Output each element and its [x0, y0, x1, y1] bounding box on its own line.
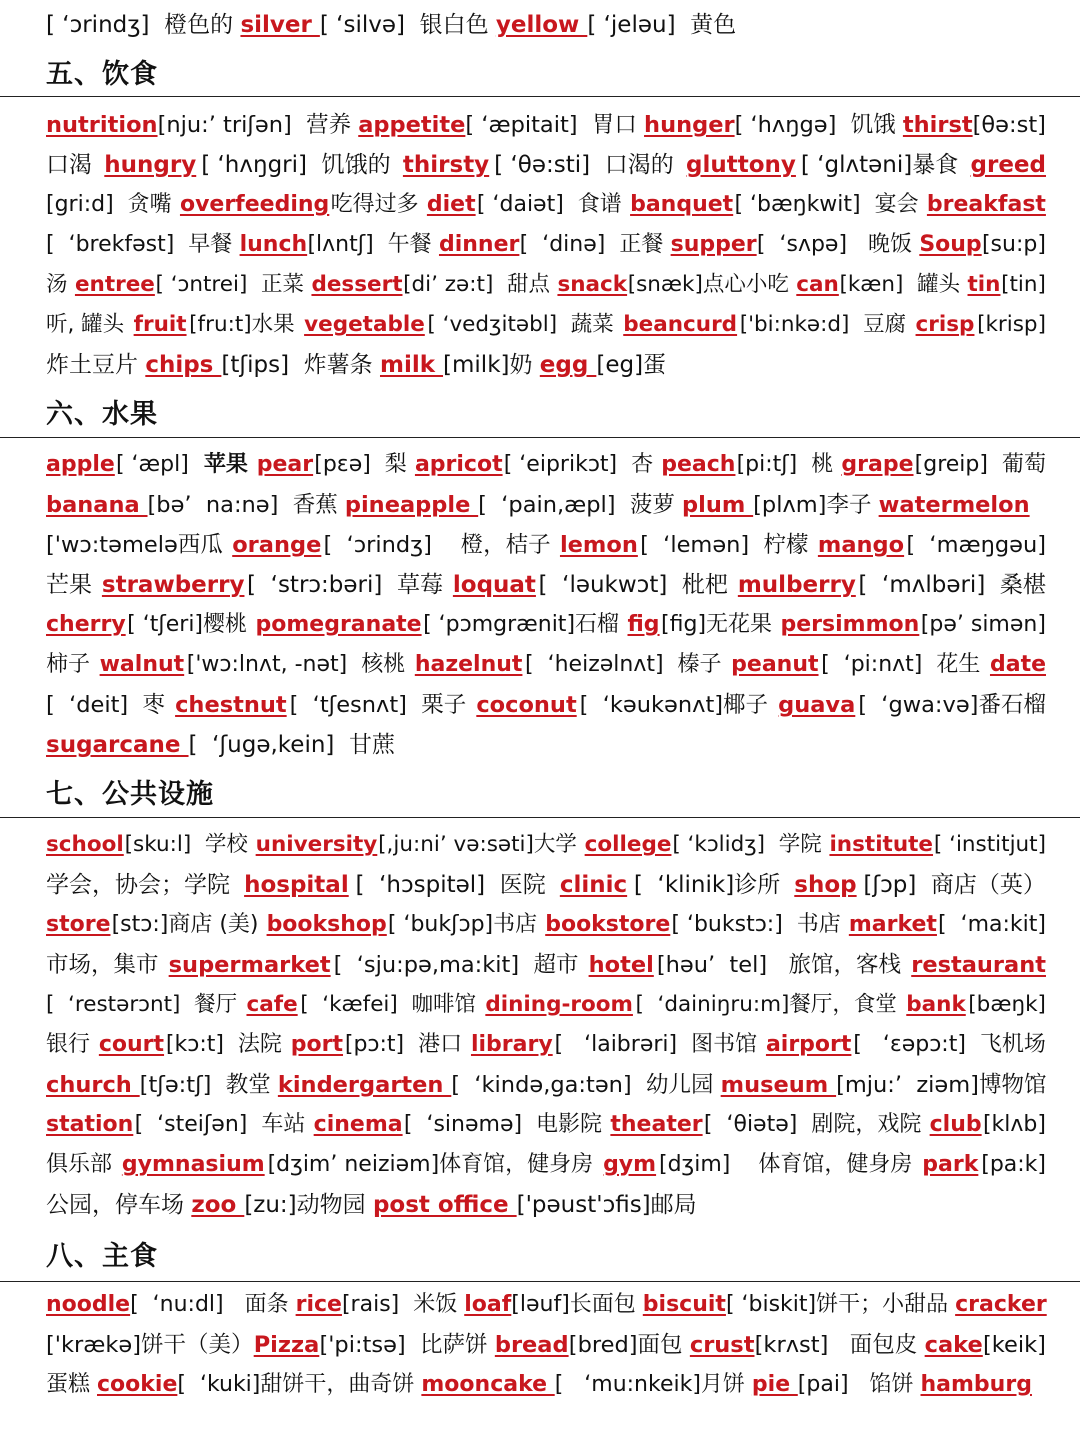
phonetic-translation: [ ‘sʌpə] 晚饭: [756, 232, 920, 257]
phonetic-translation: 吃得过多: [330, 192, 426, 217]
vocab-word: fruit: [133, 312, 187, 337]
vocab-word: market: [848, 912, 937, 937]
phonetic-translation: [ ‘kæfei] 咖啡馆: [300, 992, 483, 1017]
phonetic-translation: [kæn] 罐头: [839, 272, 967, 297]
phonetic-translation: [klʌb]: [982, 1112, 1046, 1137]
vocab-word: sugarcane: [46, 732, 189, 758]
text-line: [46, 905, 1046, 945]
phonetic-translation: 公园，停车场: [46, 1192, 192, 1218]
phonetic-translation: [ ‘dainiŋru:m]餐厅，食堂: [635, 992, 904, 1017]
vocab-word: walnut: [99, 652, 185, 677]
vocab-word: theater: [610, 1112, 703, 1137]
vocab-word: beancurd: [623, 312, 738, 337]
vocab-word: hotel: [588, 952, 654, 978]
vocab-word: airport: [765, 1032, 852, 1057]
vocab-word: peach: [661, 452, 736, 477]
phonetic-translation: [ ‘pain,æpl] 菠萝: [478, 492, 683, 518]
vocab-word: hungry: [104, 152, 197, 178]
phonetic-translation: [ ‘ɔrindʒ] 橙，桔子: [323, 532, 558, 558]
vocab-word: yellow: [495, 12, 588, 38]
vocab-word: chips: [145, 352, 222, 378]
text-line: [46, 985, 1046, 1025]
vocab-word: peanut: [731, 652, 819, 677]
vocab-word: post office: [372, 1192, 517, 1218]
phonetic-translation: 芒果: [46, 572, 100, 598]
section-heading: 五、饮食: [46, 59, 158, 90]
text-line: [46, 945, 1046, 985]
text-line: [46, 1105, 1046, 1145]
vocab-word: loaf: [464, 1292, 512, 1317]
phonetic-translation: [pai] 馅饼: [797, 1372, 921, 1397]
phonetic-translation: [plʌm]李子: [753, 492, 879, 518]
vocab-word: gymnasium: [121, 1152, 265, 1177]
phonetic-translation: [ ‘sju:pə,ma:kit] 超市: [333, 952, 586, 978]
vocab-word: hamburg: [920, 1372, 1032, 1397]
text-line: [46, 305, 1046, 345]
phonetic-translation: [ ‘dinə] 正餐: [519, 232, 671, 257]
vocab-word: museum: [720, 1072, 837, 1098]
phonetic-translation: 口渴: [46, 152, 100, 178]
vocab-word: dinner: [438, 232, 520, 257]
vocab-word: mooncake: [421, 1372, 555, 1397]
phonetic-translation: [krisp]: [977, 312, 1046, 337]
phonetic-translation: [həu’ tel] 旅馆，客栈: [656, 952, 909, 978]
phonetic-translation: [ ‘silvə] 银白色: [319, 12, 496, 38]
text-line: [46, 485, 1046, 525]
vocab-word: egg: [539, 352, 597, 378]
phonetic-translation: [ ‘glʌtəni]暴食: [800, 152, 966, 178]
text-line: [46, 145, 1046, 185]
vocab-word: shop: [794, 872, 857, 898]
phonetic-translation: [ ‘nu:dl] 面条: [130, 1292, 296, 1317]
vocab-word: persimmon: [780, 612, 920, 637]
phonetic-translation: [ ‘kuki]甜饼干，曲奇饼: [177, 1372, 422, 1397]
phonetic-translation: [di’ zə:t] 甜点: [403, 272, 557, 297]
vocab-word: store: [46, 912, 111, 937]
phonetic-translation: [ ‘kində,ga:tən] 幼儿园: [451, 1072, 721, 1098]
phonetic-translation: [fru:t]水果: [189, 312, 302, 337]
phonetic-translation: [ ‘ma:kit]: [938, 912, 1046, 937]
vocab-word: pear: [256, 452, 314, 477]
phonetic-translation: [pɔ:t] 港口: [344, 1032, 470, 1057]
phonetic-translation: [ ‘mæŋgəu]: [906, 532, 1046, 558]
phonetic-translation: [θə:st]: [972, 112, 1046, 138]
phonetic-translation: [ ‘vedʒitəbl] 蔬菜: [427, 312, 621, 337]
text-line: [46, 865, 1046, 905]
vocab-word: coconut: [476, 692, 577, 718]
phonetic-translation: [tʃə:tʃ] 教堂: [139, 1072, 278, 1098]
vocab-word: silver: [240, 12, 320, 38]
text-line: [46, 1185, 1046, 1225]
text-line: [46, 445, 1046, 485]
phonetic-translation: [eg]蛋: [596, 352, 667, 378]
vocab-word: supper: [670, 232, 757, 257]
vocab-word: noodle: [46, 1292, 131, 1317]
vocab-word: strawberry: [101, 572, 245, 598]
phonetic-translation: [ ‘æpitait] 胃口: [465, 112, 645, 138]
vocab-word: dessert: [311, 272, 403, 297]
phonetic-translation: [ ‘θə:sti] 口渴的: [494, 152, 682, 178]
phonetic-translation: [ ‘ləukwɔt] 枇杷: [538, 572, 736, 598]
vocab-word: crust: [689, 1332, 755, 1358]
phonetic-translation: 俱乐部: [46, 1152, 119, 1177]
vocab-word: apple: [46, 452, 115, 477]
phonetic-translation: [bə’ na:nə] 香蕉: [147, 492, 345, 518]
phonetic-translation: [ ‘institjut]: [933, 832, 1046, 857]
phonetic-translation: ['wɔ:təmelə西瓜: [46, 532, 230, 558]
text-line: [46, 185, 1046, 225]
phonetic-translation: [nju:’ triʃən] 营养: [157, 112, 359, 138]
phonetic-translation: [ ‘deit] 枣: [46, 692, 173, 718]
vocab-word: thirst: [902, 112, 973, 138]
section-heading: 七、公共设施: [46, 779, 214, 810]
vocab-word: zoo: [191, 1192, 245, 1218]
text-line: [46, 1025, 1046, 1065]
phonetic-translation: [tin]: [1001, 272, 1046, 297]
vocab-word: apricot: [414, 452, 503, 477]
vocab-word: club: [929, 1112, 982, 1137]
phonetic-translation: [pi:tʃ] 桃: [736, 452, 841, 477]
vocab-word: breakfast: [926, 192, 1046, 217]
text-line: [46, 225, 1046, 265]
text-line: [46, 1145, 1046, 1185]
vocab-word: port: [290, 1032, 344, 1057]
text-line: [46, 685, 1046, 725]
phonetic-translation: ['krækə]饼干（美）: [46, 1332, 254, 1358]
phonetic-translation: [ ‘pɔmgrænit]石榴: [423, 612, 627, 637]
section-divider: [0, 96, 1080, 97]
vocab-word: guava: [778, 692, 856, 718]
section-divider: [0, 1281, 1080, 1282]
vocab-word: college: [584, 832, 672, 857]
phonetic-translation: [rais] 米饭: [341, 1292, 465, 1317]
vocab-word: loquat: [452, 572, 536, 598]
section-divider: [0, 817, 1080, 818]
vocab-word: appetite: [358, 112, 466, 138]
phonetic-translation: [ ‘lemən] 柠檬: [640, 532, 816, 558]
phonetic-translation: 炸土豆片: [46, 352, 146, 378]
phonetic-translation: [ ‘ɛəpɔ:t] 飞机场: [853, 1032, 1046, 1057]
phonetic-translation: [ʃɔp] 商店（英）: [863, 872, 1046, 898]
text-line: [46, 605, 1046, 645]
vocab-word: Soup: [919, 232, 982, 257]
phonetic-translation: [ləuf]长面包: [511, 1292, 643, 1317]
phonetic-translation: [ ‘kɔlidʒ] 学院: [672, 832, 829, 857]
phonetic-translation: [greip] 葡萄: [914, 452, 1046, 477]
text-line: [46, 1325, 1046, 1365]
phonetic-translation: [bred]面包: [568, 1332, 690, 1358]
section-divider: [0, 437, 1080, 438]
phonetic-translation: [bæŋk]: [968, 992, 1046, 1017]
phonetic-translation: [,ju:ni’ və:səti]大学: [378, 832, 584, 857]
phonetic-translation: [zu:]动物园: [244, 1192, 373, 1218]
vocab-word: plum: [682, 492, 754, 518]
vocab-word: university: [255, 832, 378, 857]
vocab-word: cafe: [246, 992, 298, 1017]
text-line: [46, 565, 1046, 605]
phonetic-translation: [ ‘bæŋkwit] 宴会: [734, 192, 926, 217]
phonetic-translation: [krʌst] 面包皮: [754, 1332, 925, 1358]
phonetic-translation: [kɔ:t] 法院: [165, 1032, 289, 1057]
phonetic-translation: [ ‘θiətə] 剧院，戏院: [703, 1112, 929, 1137]
phonetic-translation: [dʒim’ neiziəm]体育馆，健身房: [267, 1152, 601, 1177]
vocab-word: library: [470, 1032, 553, 1057]
phonetic-translation: [ ‘brekfəst] 早餐: [46, 232, 240, 257]
vocab-word: pineapple: [344, 492, 479, 518]
phonetic-translation: [ ‘sinəmə] 电影院: [403, 1112, 610, 1137]
vocab-word: biscuit: [642, 1292, 726, 1317]
phonetic-translation: [ ‘klinik]诊所: [633, 872, 788, 898]
phonetic-translation: [ ‘gwa:və]番石榴: [858, 692, 1046, 718]
phonetic-translation: [ ‘tʃesnʌt] 栗子: [289, 692, 474, 718]
vocab-word: school: [46, 832, 124, 857]
phonetic-translation: [ ‘laibrəri] 图书馆: [554, 1032, 765, 1057]
phonetic-translation: [pa:k]: [981, 1152, 1046, 1177]
vocab-word: hospital: [244, 872, 349, 898]
phonetic-translation: 市场，集市: [46, 952, 166, 978]
phonetic-translation: [ ‘daiət] 食谱: [476, 192, 629, 217]
vocab-word: vegetable: [304, 312, 425, 337]
vocab-word: mango: [817, 532, 905, 558]
phonetic-translation: [milk]奶: [443, 352, 540, 378]
phonetic-translation: [ ‘bukʃɔp]书店: [387, 912, 545, 937]
vocab-word: fig: [627, 612, 660, 637]
phonetic-translation: [lʌntʃ] 午餐: [307, 232, 439, 257]
phonetic-translation: [keik]: [982, 1332, 1046, 1358]
vocab-word: clinic: [559, 872, 628, 898]
vocab-word: kindergarten: [277, 1072, 452, 1098]
vocab-word: nutrition: [46, 112, 158, 138]
vocab-word: crisp: [915, 312, 975, 337]
vocab-word: church: [46, 1072, 140, 1098]
phonetic-translation: [stɔ:]商店 (美): [111, 912, 266, 937]
phonetic-translation: [ ‘mu:nkeik]月饼: [554, 1372, 752, 1397]
phonetic-translation: [mju:’ ziəm]博物馆: [836, 1072, 1047, 1098]
phonetic-translation: [ ‘heizəlnʌt] 榛子: [525, 652, 729, 677]
text-line: [46, 1365, 1046, 1405]
phonetic-translation: [ ‘restərɔnt] 餐厅: [46, 992, 244, 1017]
vocab-word: hunger: [644, 112, 735, 138]
phonetic-translation: [fig]无花果: [661, 612, 780, 637]
vocab-word: pomegranate: [255, 612, 422, 637]
vocab-word: chestnut: [175, 692, 287, 718]
vocab-word: cinema: [313, 1112, 403, 1137]
vocab-word: mulberry: [737, 572, 856, 598]
vocab-word: court: [98, 1032, 165, 1057]
vocab-word: cherry: [46, 612, 126, 637]
phonetic-translation: [ ‘pi:nʌt] 花生: [821, 652, 988, 677]
vocab-word: date: [989, 652, 1046, 677]
phonetic-translation: [ ‘æpl]: [115, 452, 203, 477]
vocab-word: milk: [379, 352, 444, 378]
text-line: [46, 265, 1046, 305]
phonetic-translation: 学会，协会；学院: [46, 872, 238, 898]
phonetic-translation: ['bi:nkə:d] 豆腐: [739, 312, 913, 337]
vocab-word: greed: [970, 152, 1046, 178]
phonetic-translation: [snæk]点心小吃: [627, 272, 796, 297]
phonetic-translation: [su:p]: [981, 232, 1046, 257]
phonetic-translation: [ ‘tʃeri]樱桃: [127, 612, 255, 637]
vocab-word: pie: [751, 1372, 798, 1397]
vocab-word: rice: [295, 1292, 342, 1317]
phonetic-translation: [tʃips] 炸薯条: [221, 352, 380, 378]
vocab-word: gym: [603, 1152, 657, 1177]
vocab-word: overfeeding: [179, 192, 330, 217]
phonetic-translation: 柿子: [46, 652, 97, 677]
phonetic-translation: [ ‘hʌŋgri] 饥饿的: [201, 152, 398, 178]
vocab-word: bread: [494, 1332, 569, 1358]
text-line: [46, 105, 1046, 145]
phonetic-translation: [ ‘biskit]饼干；小甜品: [725, 1292, 956, 1317]
vocab-word: grape: [841, 452, 914, 477]
vocab-word: hazelnut: [414, 652, 523, 677]
vocab-word: snack: [557, 272, 628, 297]
phonetic-translation: [ ‘kəukənʌt]椰子: [579, 692, 776, 718]
phonetic-translation: ['wɔ:lnʌt, -nət] 核桃: [186, 652, 413, 677]
vocab-word: cake: [924, 1332, 983, 1358]
phonetic-translation: ['pi:tsə] 比萨饼: [319, 1332, 495, 1358]
vocab-word: entree: [74, 272, 155, 297]
vocab-word: bookshop: [266, 912, 387, 937]
phonetic-translation: [ ‘hɔspitəl] 医院: [355, 872, 554, 898]
phonetic-translation: [ ‘bukstɔ:] 书店: [671, 912, 848, 937]
text-line: [46, 825, 1046, 865]
vocab-word: tin: [967, 272, 1001, 297]
vocab-word: dining-room: [485, 992, 633, 1017]
phonetic-translation: [ ‘hʌŋgə] 饥饿: [734, 112, 903, 138]
phonetic-translation: 汤: [46, 272, 75, 297]
phonetic-translation: [ ‘strɔ:bəri] 草莓: [247, 572, 451, 598]
phonetic-translation: [sku:l] 学校: [124, 832, 255, 857]
section-heading: 六、水果: [46, 399, 158, 430]
vocab-word: banquet: [630, 192, 734, 217]
phonetic-translation: 听, 罐头: [46, 312, 132, 337]
vocab-word: institute: [829, 832, 934, 857]
vocab-word: restaurant: [911, 952, 1046, 978]
vocab-word: bank: [906, 992, 966, 1017]
phonetic-translation: ['pəust'ɔfis]邮局: [516, 1192, 697, 1218]
vocab-word: cracker: [955, 1292, 1047, 1317]
phonetic-translation: [ ‘eiprikɔt] 杏: [503, 452, 661, 477]
vocab-word: lemon: [559, 532, 638, 558]
vocab-word: cookie: [97, 1372, 178, 1397]
vocab-word: diet: [426, 192, 476, 217]
vocab-word: banana: [46, 492, 148, 518]
phonetic-translation: [ ‘mʌlbəri] 桑椹: [858, 572, 1046, 598]
vocab-word: bookstore: [545, 912, 671, 937]
vocab-word: park: [922, 1152, 979, 1177]
vocab-word: Pizza: [253, 1332, 320, 1358]
phonetic-translation: [pɛə] 梨: [314, 452, 414, 477]
phonetic-translation: 蛋糕: [46, 1372, 97, 1397]
vocab-word: watermelon: [878, 492, 1030, 518]
text-line: [46, 645, 1046, 685]
text-line: [46, 1065, 1046, 1105]
text-line: [46, 5, 1046, 45]
phonetic-translation: [dʒim] 体育馆，健身房: [658, 1152, 920, 1177]
phonetic-translation: [gri:d] 贪嘴: [46, 192, 179, 217]
vocab-word: gluttony: [686, 152, 796, 178]
phonetic-translation: [ ‘steiʃən] 车站: [134, 1112, 313, 1137]
vocab-word: station: [46, 1112, 134, 1137]
vocab-word: can: [796, 272, 839, 297]
text-line: [46, 725, 1046, 765]
phonetic-translation: [pə’ simən]: [920, 612, 1046, 637]
phonetic-translation: [ ‘ɔntrei] 正菜: [155, 272, 311, 297]
phonetic-translation: [ ‘jeləu] 黄色: [587, 12, 737, 38]
phonetic-translation: [ ‘ɔrindʒ] 橙色的: [46, 12, 241, 38]
vocab-word: orange: [232, 532, 322, 558]
text-line: [46, 1285, 1046, 1325]
vocab-word: supermarket: [168, 952, 331, 978]
vocab-word: lunch: [239, 232, 308, 257]
text-line: [46, 525, 1046, 565]
translation-text: 苹果: [203, 452, 256, 477]
vocab-word: thirsty: [402, 152, 490, 178]
section-heading: 八、主食: [46, 1241, 158, 1272]
phonetic-translation: 银行: [46, 1032, 97, 1057]
phonetic-translation: [ ‘ʃugə,kein] 甘蔗: [188, 732, 396, 758]
text-line: [46, 345, 1046, 385]
